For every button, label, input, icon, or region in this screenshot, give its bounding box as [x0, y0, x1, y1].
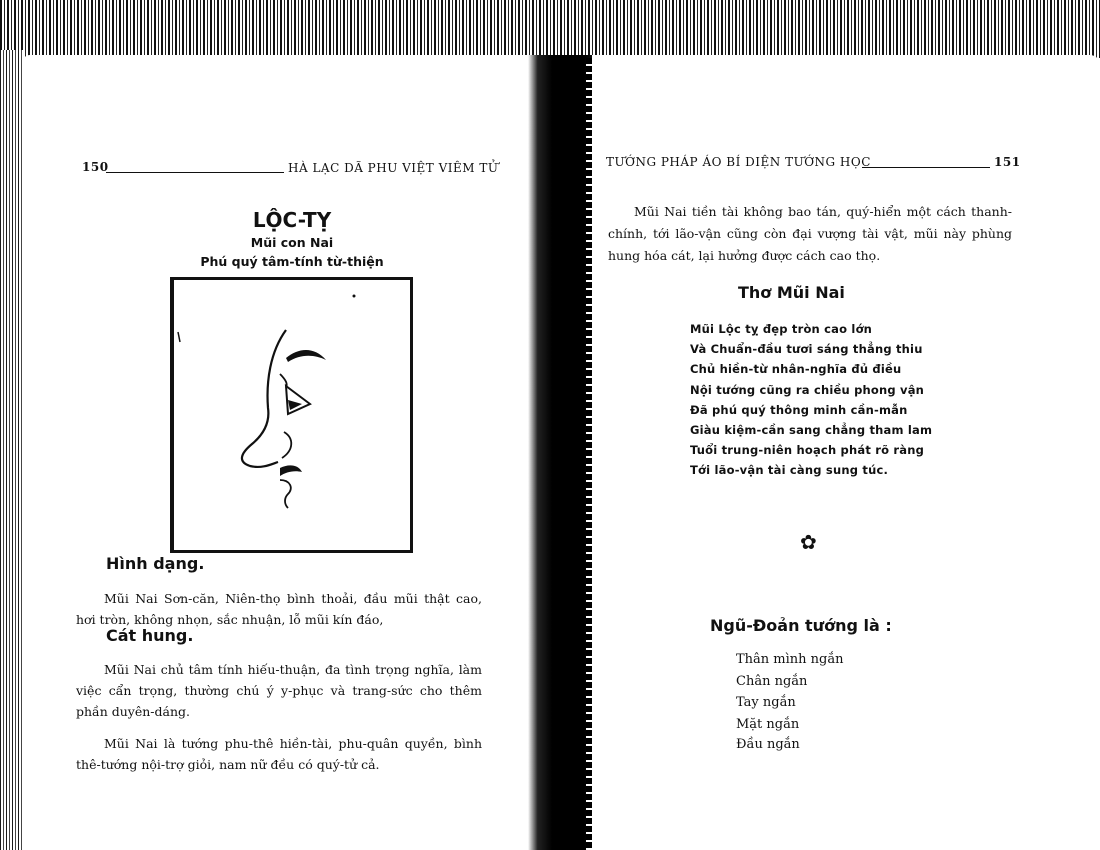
section-heading-shape: Hình dạng.	[106, 554, 205, 573]
left-running-head: HÀ LẠC DÃ PHU VIỆT VIÊM TỬ	[288, 161, 499, 175]
ngu-doan-item: Đầu ngắn	[736, 737, 800, 752]
shape-description: Mũi Nai Sơn-căn, Niên-thọ bình thoải, đầu mũi thật cao, hơi tròn, không nhọn, sắc nhuận, lỗ mũi kín đáo,	[76, 591, 482, 627]
poem-title: Thơ Mũi Nai	[738, 283, 845, 302]
poem-line: Tới lão-vận tài càng sung túc.	[690, 463, 889, 477]
poem-line: Chủ hiền-từ nhân-nghĩa đủ điều	[690, 362, 902, 376]
right-running-head: TƯỚNG PHÁP ÁO BÍ DIỆN TƯỚNG HỌC	[606, 155, 871, 169]
poem-line: Và Chuẩn-đầu tươi sáng thẳng thiu	[690, 342, 923, 356]
fortune-paragraph-2: Mũi Nai là tướng phu-thê hiền-tài, phu-quân quyền, bình thê-tướng nội-trợ giỏi, nam nữ đều có quý-tử cả.	[76, 736, 482, 772]
poem-line: Giàu kiệm-cần sang chẳng tham lam	[690, 423, 933, 437]
right-page-number: 151	[994, 155, 1021, 169]
right-running-rule	[862, 167, 990, 168]
nose-illustration-frame	[170, 277, 413, 553]
deer-nose-illustration	[174, 280, 410, 550]
ngu-doan-item: Thân mình ngắn	[736, 652, 844, 667]
fortune-paragraph-1: Mũi Nai chủ tâm tính hiếu-thuận, đa tình trọng nghĩa, làm việc cẩn trọng, thường chú ý y-phục và trang-sức cho thêm phần duyên-dáng.	[76, 662, 482, 719]
ngu-doan-item: Mặt ngắn	[736, 717, 800, 732]
section-heading-fortune: Cát hung.	[106, 626, 194, 645]
ngu-doan-item: Tay ngắn	[736, 695, 796, 710]
ngu-doan-heading: Ngũ-Đoản tướng là :	[710, 616, 892, 635]
scan-left-edge	[0, 50, 24, 850]
ngu-doan-item: Chân ngắn	[736, 674, 808, 689]
poem-line: Nội tướng cũng ra chiều phong vận	[690, 383, 925, 397]
poem-line: Tuổi trung-niên hoạch phát rõ ràng	[690, 443, 925, 457]
subtitle-character: Phú quý tâm-tính từ-thiện	[200, 254, 384, 269]
ornament-icon: ✿	[800, 530, 817, 554]
poem-line: Mũi Lộc tỵ đẹp tròn cao lớn	[690, 322, 873, 336]
page-title: LỘC-TỴ	[252, 208, 332, 232]
poem-line: Đã phú quý thông minh cần-mẫn	[690, 403, 908, 417]
left-page-number: 150	[82, 160, 109, 174]
subtitle-nose-name: Mũi con Nai	[250, 235, 334, 250]
intro-paragraph: Mũi Nai tiền tài không bao tán, quý-hiển một cách thanh-chính, tới lão-vận cũng còn đại vượng tài vật, mũi này phùng hung hóa cát, lại hưởng được cách cao thọ.	[608, 204, 1012, 263]
